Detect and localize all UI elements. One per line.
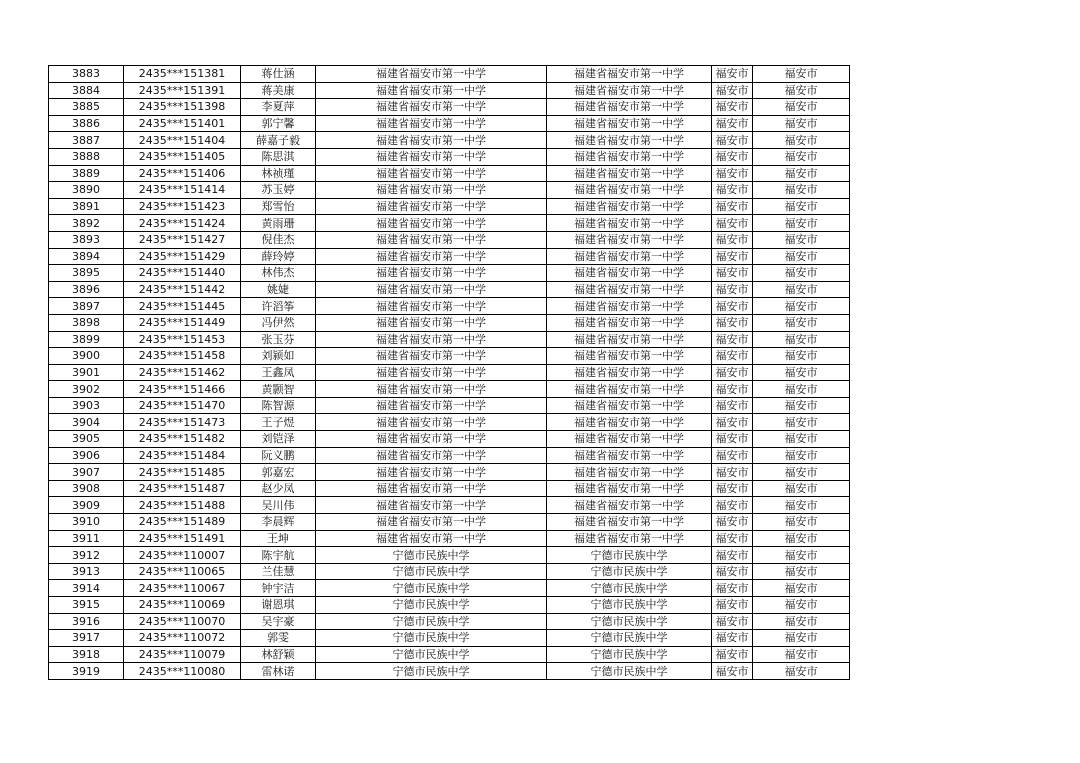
row-number-cell: 3885 <box>49 99 124 116</box>
registered-school-cell: 福建省福安市第一中学 <box>547 331 712 348</box>
registered-school-cell: 福建省福安市第一中学 <box>547 298 712 315</box>
student-name-cell: 陈宇航 <box>241 547 316 564</box>
county-cell: 福安市 <box>712 82 753 99</box>
student-name-cell: 薛嘉子毅 <box>241 132 316 149</box>
exam-id-cell: 2435***110080 <box>124 663 241 680</box>
district-cell: 福安市 <box>753 182 850 199</box>
row-number-cell: 3909 <box>49 497 124 514</box>
student-name-cell: 王坤 <box>241 530 316 547</box>
county-cell: 福安市 <box>712 165 753 182</box>
table-row <box>49 497 850 514</box>
school-cell: 福建省福安市第一中学 <box>316 381 547 398</box>
county-cell: 福安市 <box>712 381 753 398</box>
table-row <box>49 580 850 597</box>
registered-school-cell: 宁德市民族中学 <box>547 563 712 580</box>
table-row <box>49 381 850 398</box>
school-cell: 福建省福安市第一中学 <box>316 364 547 381</box>
school-cell: 宁德市民族中学 <box>316 646 547 663</box>
county-cell: 福安市 <box>712 580 753 597</box>
exam-id-cell: 2435***151488 <box>124 497 241 514</box>
table-row <box>49 530 850 547</box>
student-name-cell: 薛玲婷 <box>241 248 316 265</box>
student-name-cell: 王鑫凤 <box>241 364 316 381</box>
row-number-cell: 3883 <box>49 66 124 83</box>
row-number-cell: 3912 <box>49 547 124 564</box>
school-cell: 福建省福安市第一中学 <box>316 414 547 431</box>
exam-id-cell: 2435***151485 <box>124 464 241 481</box>
county-cell: 福安市 <box>712 66 753 83</box>
district-cell: 福安市 <box>753 115 850 132</box>
exam-id-cell: 2435***151442 <box>124 281 241 298</box>
row-number-cell: 3908 <box>49 480 124 497</box>
table-row <box>49 480 850 497</box>
table-row <box>49 431 850 448</box>
registered-school-cell: 福建省福安市第一中学 <box>547 265 712 282</box>
registered-school-cell: 福建省福安市第一中学 <box>547 314 712 331</box>
row-number-cell: 3919 <box>49 663 124 680</box>
county-cell: 福安市 <box>712 198 753 215</box>
student-name-cell: 雷林诺 <box>241 663 316 680</box>
exam-id-cell: 2435***151484 <box>124 447 241 464</box>
student-name-cell: 谢恩琪 <box>241 597 316 614</box>
county-cell: 福安市 <box>712 464 753 481</box>
student-name-cell: 林祯瑾 <box>241 165 316 182</box>
exam-id-cell: 2435***151424 <box>124 215 241 232</box>
registered-school-cell: 福建省福安市第一中学 <box>547 115 712 132</box>
school-cell: 福建省福安市第一中学 <box>316 99 547 116</box>
district-cell: 福安市 <box>753 431 850 448</box>
table-row <box>49 66 850 83</box>
district-cell: 福安市 <box>753 248 850 265</box>
district-cell: 福安市 <box>753 563 850 580</box>
registered-school-cell: 福建省福安市第一中学 <box>547 198 712 215</box>
district-cell: 福安市 <box>753 530 850 547</box>
school-cell: 福建省福安市第一中学 <box>316 497 547 514</box>
student-name-cell: 倪佳杰 <box>241 231 316 248</box>
county-cell: 福安市 <box>712 597 753 614</box>
exam-id-cell: 2435***151491 <box>124 530 241 547</box>
row-number-cell: 3918 <box>49 646 124 663</box>
row-number-cell: 3904 <box>49 414 124 431</box>
exam-id-cell: 2435***151462 <box>124 364 241 381</box>
school-cell: 福建省福安市第一中学 <box>316 231 547 248</box>
exam-id-cell: 2435***151427 <box>124 231 241 248</box>
county-cell: 福安市 <box>712 281 753 298</box>
district-cell: 福安市 <box>753 630 850 647</box>
row-number-cell: 3892 <box>49 215 124 232</box>
district-cell: 福安市 <box>753 132 850 149</box>
row-number-cell: 3902 <box>49 381 124 398</box>
county-cell: 福安市 <box>712 563 753 580</box>
student-name-cell: 吴川伟 <box>241 497 316 514</box>
row-number-cell: 3887 <box>49 132 124 149</box>
district-cell: 福安市 <box>753 480 850 497</box>
row-number-cell: 3899 <box>49 331 124 348</box>
table-row <box>49 298 850 315</box>
county-cell: 福安市 <box>712 547 753 564</box>
district-cell: 福安市 <box>753 381 850 398</box>
student-name-cell: 林伟杰 <box>241 265 316 282</box>
district-cell: 福安市 <box>753 148 850 165</box>
registered-school-cell: 宁德市民族中学 <box>547 547 712 564</box>
county-cell: 福安市 <box>712 215 753 232</box>
registered-school-cell: 福建省福安市第一中学 <box>547 215 712 232</box>
exam-id-cell: 2435***151405 <box>124 148 241 165</box>
student-name-cell: 黄颢智 <box>241 381 316 398</box>
registered-school-cell: 福建省福安市第一中学 <box>547 364 712 381</box>
district-cell: 福安市 <box>753 597 850 614</box>
exam-id-cell: 2435***151406 <box>124 165 241 182</box>
table-row <box>49 231 850 248</box>
school-cell: 福建省福安市第一中学 <box>316 198 547 215</box>
row-number-cell: 3914 <box>49 580 124 597</box>
district-cell: 福安市 <box>753 580 850 597</box>
district-cell: 福安市 <box>753 165 850 182</box>
student-name-cell: 陈思淇 <box>241 148 316 165</box>
school-cell: 宁德市民族中学 <box>316 547 547 564</box>
registered-school-cell: 福建省福安市第一中学 <box>547 530 712 547</box>
student-name-cell: 蒋美康 <box>241 82 316 99</box>
school-cell: 福建省福安市第一中学 <box>316 348 547 365</box>
table-row <box>49 82 850 99</box>
exam-id-cell: 2435***151414 <box>124 182 241 199</box>
exam-id-cell: 2435***151398 <box>124 99 241 116</box>
county-cell: 福安市 <box>712 364 753 381</box>
county-cell: 福安市 <box>712 265 753 282</box>
district-cell: 福安市 <box>753 447 850 464</box>
registered-school-cell: 福建省福安市第一中学 <box>547 397 712 414</box>
district-cell: 福安市 <box>753 231 850 248</box>
roster-table <box>48 65 850 680</box>
district-cell: 福安市 <box>753 314 850 331</box>
student-name-cell: 张玉芬 <box>241 331 316 348</box>
district-cell: 福安市 <box>753 198 850 215</box>
row-number-cell: 3895 <box>49 265 124 282</box>
exam-id-cell: 2435***151401 <box>124 115 241 132</box>
school-cell: 福建省福安市第一中学 <box>316 480 547 497</box>
exam-id-cell: 2435***110065 <box>124 563 241 580</box>
table-row <box>49 414 850 431</box>
row-number-cell: 3910 <box>49 514 124 531</box>
student-name-cell: 钟宇洁 <box>241 580 316 597</box>
school-cell: 福建省福安市第一中学 <box>316 66 547 83</box>
school-cell: 福建省福安市第一中学 <box>316 215 547 232</box>
student-name-cell: 陈智源 <box>241 397 316 414</box>
table-row <box>49 132 850 149</box>
district-cell: 福安市 <box>753 331 850 348</box>
student-name-cell: 李夏萍 <box>241 99 316 116</box>
county-cell: 福安市 <box>712 182 753 199</box>
district-cell: 福安市 <box>753 646 850 663</box>
county-cell: 福安市 <box>712 298 753 315</box>
student-name-cell: 黄雨珊 <box>241 215 316 232</box>
school-cell: 福建省福安市第一中学 <box>316 82 547 99</box>
table-row <box>49 248 850 265</box>
county-cell: 福安市 <box>712 231 753 248</box>
exam-id-cell: 2435***110007 <box>124 547 241 564</box>
registered-school-cell: 福建省福安市第一中学 <box>547 165 712 182</box>
school-cell: 宁德市民族中学 <box>316 580 547 597</box>
row-number-cell: 3900 <box>49 348 124 365</box>
district-cell: 福安市 <box>753 265 850 282</box>
registered-school-cell: 福建省福安市第一中学 <box>547 66 712 83</box>
row-number-cell: 3911 <box>49 530 124 547</box>
table-row <box>49 314 850 331</box>
school-cell: 宁德市民族中学 <box>316 630 547 647</box>
district-cell: 福安市 <box>753 613 850 630</box>
exam-id-cell: 2435***151466 <box>124 381 241 398</box>
registered-school-cell: 福建省福安市第一中学 <box>547 497 712 514</box>
table-row <box>49 663 850 680</box>
school-cell: 福建省福安市第一中学 <box>316 431 547 448</box>
school-cell: 福建省福安市第一中学 <box>316 248 547 265</box>
county-cell: 福安市 <box>712 514 753 531</box>
school-cell: 宁德市民族中学 <box>316 663 547 680</box>
row-number-cell: 3897 <box>49 298 124 315</box>
exam-id-cell: 2435***151453 <box>124 331 241 348</box>
district-cell: 福安市 <box>753 82 850 99</box>
school-cell: 福建省福安市第一中学 <box>316 298 547 315</box>
table-row <box>49 613 850 630</box>
district-cell: 福安市 <box>753 298 850 315</box>
registered-school-cell: 福建省福安市第一中学 <box>547 464 712 481</box>
exam-id-cell: 2435***151423 <box>124 198 241 215</box>
county-cell: 福安市 <box>712 431 753 448</box>
table-row <box>49 281 850 298</box>
school-cell: 福建省福安市第一中学 <box>316 514 547 531</box>
table-row <box>49 265 850 282</box>
student-name-cell: 赵少凤 <box>241 480 316 497</box>
county-cell: 福安市 <box>712 115 753 132</box>
registered-school-cell: 福建省福安市第一中学 <box>547 414 712 431</box>
table-row <box>49 563 850 580</box>
registered-school-cell: 福建省福安市第一中学 <box>547 248 712 265</box>
table-row <box>49 364 850 381</box>
school-cell: 福建省福安市第一中学 <box>316 115 547 132</box>
exam-id-cell: 2435***151445 <box>124 298 241 315</box>
registered-school-cell: 宁德市民族中学 <box>547 580 712 597</box>
district-cell: 福安市 <box>753 414 850 431</box>
county-cell: 福安市 <box>712 99 753 116</box>
school-cell: 福建省福安市第一中学 <box>316 281 547 298</box>
district-cell: 福安市 <box>753 99 850 116</box>
student-name-cell: 李晨辉 <box>241 514 316 531</box>
registered-school-cell: 宁德市民族中学 <box>547 630 712 647</box>
student-name-cell: 郭雯 <box>241 630 316 647</box>
district-cell: 福安市 <box>753 547 850 564</box>
student-name-cell: 郭嘉宏 <box>241 464 316 481</box>
registered-school-cell: 宁德市民族中学 <box>547 663 712 680</box>
student-name-cell: 姚婕 <box>241 281 316 298</box>
student-name-cell: 郑雪怡 <box>241 198 316 215</box>
school-cell: 福建省福安市第一中学 <box>316 148 547 165</box>
exam-id-cell: 2435***151381 <box>124 66 241 83</box>
table-row <box>49 99 850 116</box>
row-number-cell: 3907 <box>49 464 124 481</box>
registered-school-cell: 福建省福安市第一中学 <box>547 447 712 464</box>
district-cell: 福安市 <box>753 663 850 680</box>
row-number-cell: 3915 <box>49 597 124 614</box>
district-cell: 福安市 <box>753 514 850 531</box>
school-cell: 宁德市民族中学 <box>316 563 547 580</box>
table-row <box>49 182 850 199</box>
table-row <box>49 514 850 531</box>
row-number-cell: 3898 <box>49 314 124 331</box>
registered-school-cell: 福建省福安市第一中学 <box>547 182 712 199</box>
table-row <box>49 348 850 365</box>
school-cell: 福建省福安市第一中学 <box>316 182 547 199</box>
table-row <box>49 198 850 215</box>
registered-school-cell: 福建省福安市第一中学 <box>547 231 712 248</box>
county-cell: 福安市 <box>712 663 753 680</box>
exam-id-cell: 2435***151391 <box>124 82 241 99</box>
exam-id-cell: 2435***151487 <box>124 480 241 497</box>
row-number-cell: 3890 <box>49 182 124 199</box>
row-number-cell: 3884 <box>49 82 124 99</box>
county-cell: 福安市 <box>712 613 753 630</box>
registered-school-cell: 福建省福安市第一中学 <box>547 82 712 99</box>
district-cell: 福安市 <box>753 464 850 481</box>
student-name-cell: 刘铠泽 <box>241 431 316 448</box>
exam-id-cell: 2435***110079 <box>124 646 241 663</box>
registered-school-cell: 福建省福安市第一中学 <box>547 132 712 149</box>
table-row <box>49 646 850 663</box>
county-cell: 福安市 <box>712 132 753 149</box>
registered-school-cell: 福建省福安市第一中学 <box>547 281 712 298</box>
registered-school-cell: 宁德市民族中学 <box>547 597 712 614</box>
row-number-cell: 3893 <box>49 231 124 248</box>
district-cell: 福安市 <box>753 397 850 414</box>
registered-school-cell: 宁德市民族中学 <box>547 613 712 630</box>
student-name-cell: 阮义鹏 <box>241 447 316 464</box>
student-name-cell: 蒋仕涵 <box>241 66 316 83</box>
registered-school-cell: 宁德市民族中学 <box>547 646 712 663</box>
row-number-cell: 3889 <box>49 165 124 182</box>
row-number-cell: 3905 <box>49 431 124 448</box>
district-cell: 福安市 <box>753 215 850 232</box>
county-cell: 福安市 <box>712 530 753 547</box>
table-row <box>49 165 850 182</box>
district-cell: 福安市 <box>753 497 850 514</box>
exam-id-cell: 2435***110072 <box>124 630 241 647</box>
row-number-cell: 3888 <box>49 148 124 165</box>
student-name-cell: 郭宁馨 <box>241 115 316 132</box>
exam-id-cell: 2435***151429 <box>124 248 241 265</box>
county-cell: 福安市 <box>712 348 753 365</box>
student-name-cell: 冯伊然 <box>241 314 316 331</box>
exam-id-cell: 2435***110070 <box>124 613 241 630</box>
row-number-cell: 3894 <box>49 248 124 265</box>
student-name-cell: 刘颍如 <box>241 348 316 365</box>
student-name-cell: 许滔筝 <box>241 298 316 315</box>
row-number-cell: 3917 <box>49 630 124 647</box>
student-name-cell: 苏玉婷 <box>241 182 316 199</box>
exam-id-cell: 2435***151473 <box>124 414 241 431</box>
table-row <box>49 597 850 614</box>
student-name-cell: 王子煜 <box>241 414 316 431</box>
school-cell: 福建省福安市第一中学 <box>316 397 547 414</box>
registered-school-cell: 福建省福安市第一中学 <box>547 431 712 448</box>
table-row <box>49 115 850 132</box>
table-row <box>49 397 850 414</box>
county-cell: 福安市 <box>712 630 753 647</box>
county-cell: 福安市 <box>712 148 753 165</box>
registered-school-cell: 福建省福安市第一中学 <box>547 381 712 398</box>
exam-id-cell: 2435***110067 <box>124 580 241 597</box>
county-cell: 福安市 <box>712 248 753 265</box>
school-cell: 宁德市民族中学 <box>316 613 547 630</box>
registered-school-cell: 福建省福安市第一中学 <box>547 480 712 497</box>
row-number-cell: 3886 <box>49 115 124 132</box>
registered-school-cell: 福建省福安市第一中学 <box>547 348 712 365</box>
county-cell: 福安市 <box>712 414 753 431</box>
exam-id-cell: 2435***151489 <box>124 514 241 531</box>
table-row <box>49 547 850 564</box>
county-cell: 福安市 <box>712 646 753 663</box>
county-cell: 福安市 <box>712 480 753 497</box>
student-name-cell: 吴宇豪 <box>241 613 316 630</box>
table-row <box>49 464 850 481</box>
exam-id-cell: 2435***151458 <box>124 348 241 365</box>
exam-id-cell: 2435***151404 <box>124 132 241 149</box>
school-cell: 福建省福安市第一中学 <box>316 265 547 282</box>
exam-id-cell: 2435***110069 <box>124 597 241 614</box>
school-cell: 福建省福安市第一中学 <box>316 447 547 464</box>
row-number-cell: 3903 <box>49 397 124 414</box>
row-number-cell: 3901 <box>49 364 124 381</box>
district-cell: 福安市 <box>753 348 850 365</box>
school-cell: 宁德市民族中学 <box>316 597 547 614</box>
row-number-cell: 3891 <box>49 198 124 215</box>
county-cell: 福安市 <box>712 397 753 414</box>
table-row <box>49 447 850 464</box>
table-row <box>49 331 850 348</box>
school-cell: 福建省福安市第一中学 <box>316 314 547 331</box>
district-cell: 福安市 <box>753 66 850 83</box>
table-row <box>49 630 850 647</box>
school-cell: 福建省福安市第一中学 <box>316 331 547 348</box>
row-number-cell: 3913 <box>49 563 124 580</box>
district-cell: 福安市 <box>753 364 850 381</box>
student-name-cell: 林舒颖 <box>241 646 316 663</box>
roster-table-body <box>49 66 850 680</box>
county-cell: 福安市 <box>712 497 753 514</box>
county-cell: 福安市 <box>712 447 753 464</box>
district-cell: 福安市 <box>753 281 850 298</box>
school-cell: 福建省福安市第一中学 <box>316 530 547 547</box>
registered-school-cell: 福建省福安市第一中学 <box>547 514 712 531</box>
exam-id-cell: 2435***151470 <box>124 397 241 414</box>
registered-school-cell: 福建省福安市第一中学 <box>547 148 712 165</box>
row-number-cell: 3896 <box>49 281 124 298</box>
county-cell: 福安市 <box>712 331 753 348</box>
student-name-cell: 兰佳慧 <box>241 563 316 580</box>
registered-school-cell: 福建省福安市第一中学 <box>547 99 712 116</box>
row-number-cell: 3906 <box>49 447 124 464</box>
table-row <box>49 215 850 232</box>
school-cell: 福建省福安市第一中学 <box>316 165 547 182</box>
row-number-cell: 3916 <box>49 613 124 630</box>
exam-id-cell: 2435***151440 <box>124 265 241 282</box>
school-cell: 福建省福安市第一中学 <box>316 464 547 481</box>
table-row <box>49 148 850 165</box>
county-cell: 福安市 <box>712 314 753 331</box>
exam-id-cell: 2435***151449 <box>124 314 241 331</box>
school-cell: 福建省福安市第一中学 <box>316 132 547 149</box>
exam-id-cell: 2435***151482 <box>124 431 241 448</box>
